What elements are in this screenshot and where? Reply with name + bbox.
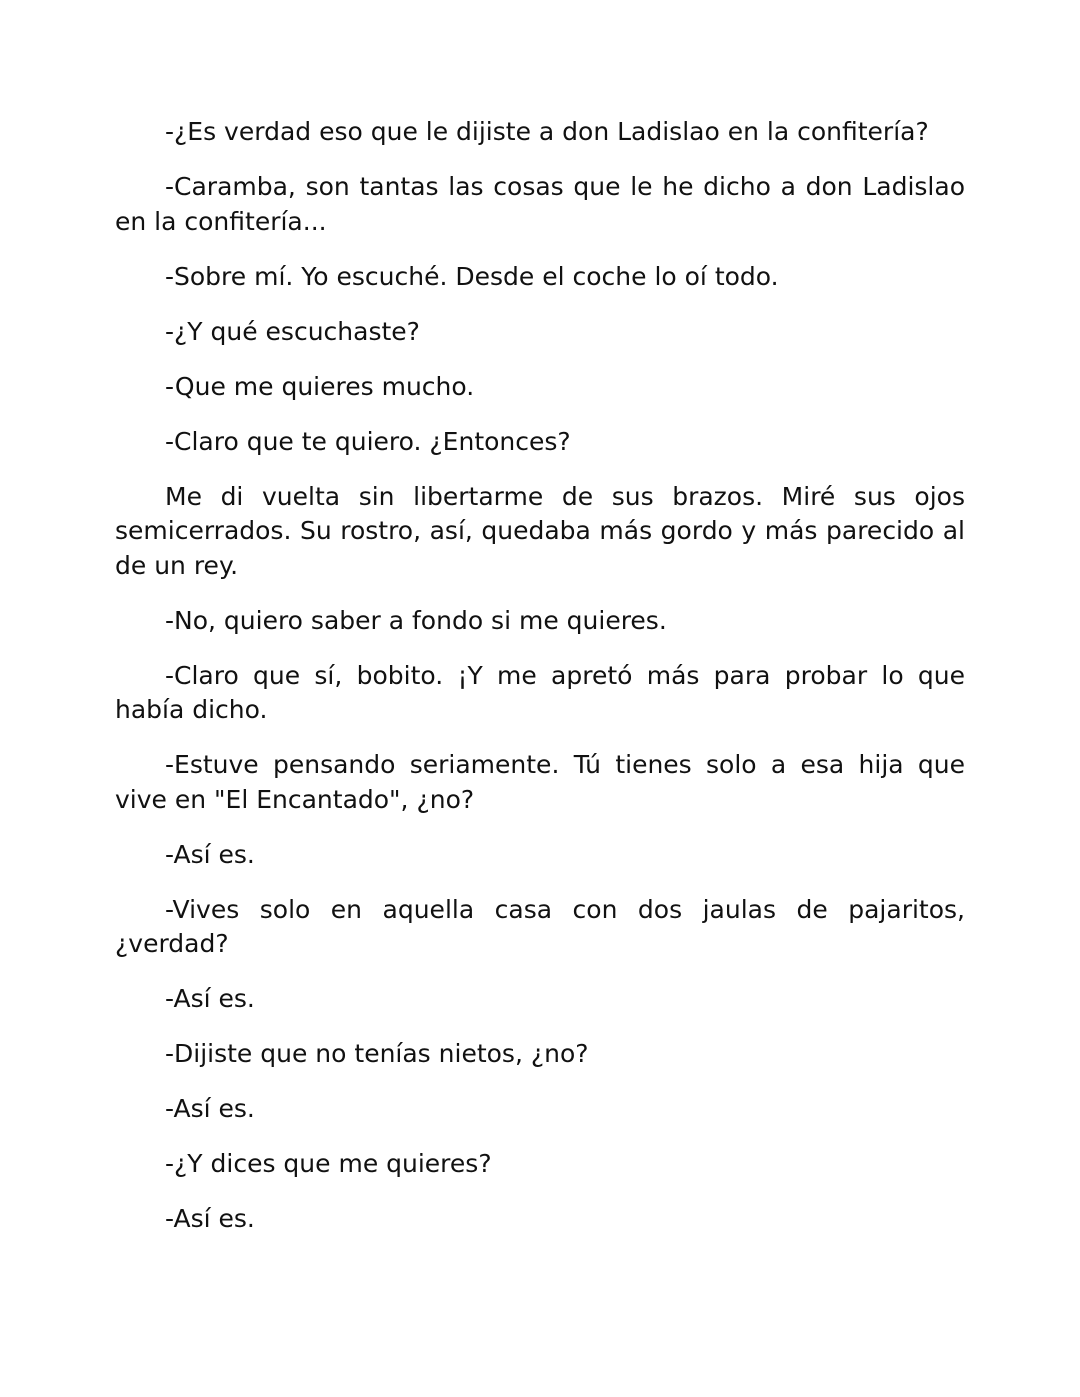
paragraph-10: -Estuve pensando seriamente. Tú tienes solo a esa hija que vive en "El Encantado", ¿no? — [115, 750, 965, 814]
paragraph-14: -Dijiste que no tenías nietos, ¿no? — [165, 1039, 589, 1068]
paragraph-16: -¿Y dices que me quieres? — [165, 1149, 492, 1178]
paragraph-6: -Claro que te quiero. ¿Entonces? — [165, 426, 571, 456]
paragraph-11: -Así es. — [165, 839, 255, 869]
paragraph-4: -¿Y qué escuchaste? — [165, 316, 420, 346]
paragraph-1: -¿Es verdad eso que le dijiste a don Ladislao en la confitería? — [165, 117, 929, 146]
paragraph-2: -Caramba, son tantas las cosas que le he dicho a don Ladislao en la confitería... — [115, 172, 965, 236]
paragraph-3: -Sobre mí. Yo escuché. Desde el coche lo oí todo. — [165, 261, 779, 291]
paragraph-7: Me di vuelta sin libertarme de sus brazos. Miré sus ojos semicerrados. Su rostro, así, quedaba más gordo y más parecido al de un rey. — [115, 481, 965, 580]
paragraph-15: -Así es. — [165, 1094, 255, 1123]
paragraph-9: -Claro que sí, bobito. ¡Y me apretó más para probar lo que había dicho. — [115, 660, 965, 724]
paragraph-5: -Que me quieres mucho. — [165, 371, 475, 401]
paragraph-13: -Así es. — [165, 984, 255, 1013]
document-page — [115, 115, 965, 1257]
paragraph-8: -No, quiero saber a fondo si me quieres. — [165, 605, 667, 635]
paragraph-17: -Así es. — [165, 1204, 255, 1233]
paragraph-12: -Vives solo en aquella casa con dos jaulas de pajaritos, ¿verdad? — [115, 894, 965, 958]
